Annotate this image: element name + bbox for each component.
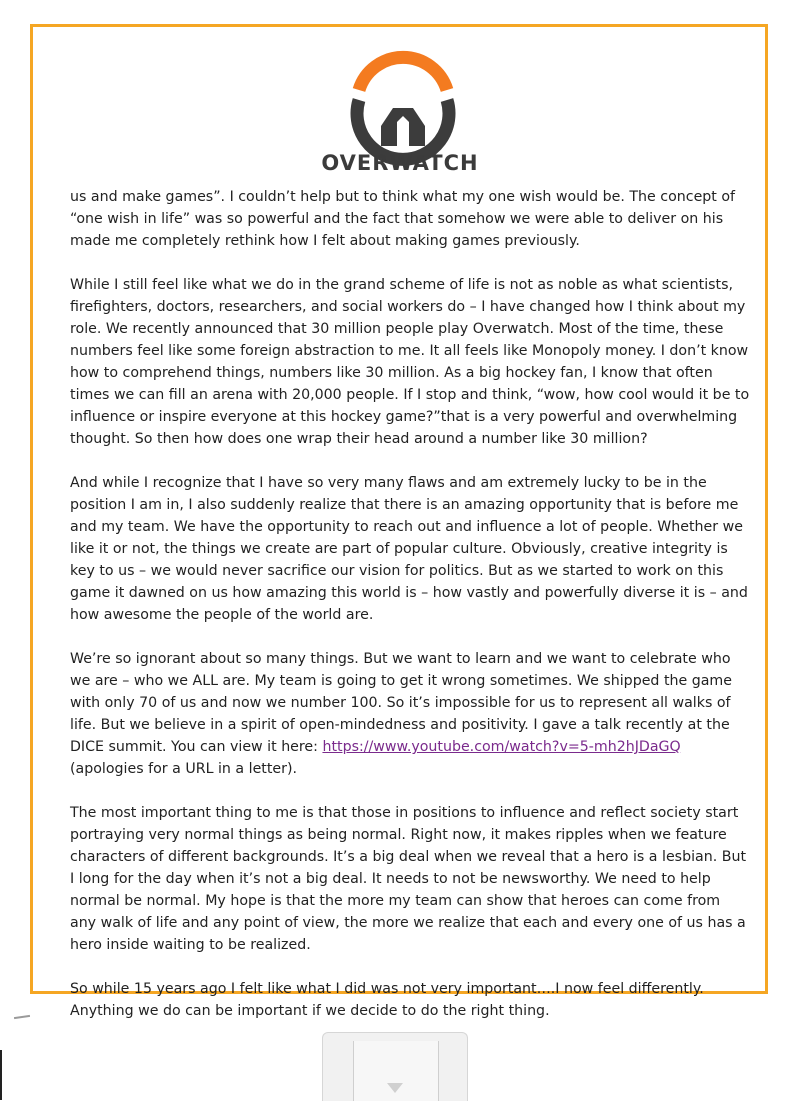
youtube-link[interactable]: https://www.youtube.com/watch?v=5-mh2hJDaGQ	[322, 739, 681, 755]
paragraph-6: So while 15 years ago I felt like what I did was not very important….I now feel differently. Anything we do can be important if we decide to do the right thing.	[70, 981, 704, 1019]
paragraph-5: The most important thing to me is that those in positions to influence and reflect society start portraying very normal things as being normal. Right now, it makes ripples when we feature characters of different backgrounds. It’s a big deal when we reveal that a hero is a lesbian. But I long for the day when it’s not a big deal. It needs to not be newsworthy. We need to help normal be normal. My hope is that the more my team can show that heroes can come from any walk of life and any point of view, the more we realize that each and every one of us has a hero inside waiting to be realized.	[70, 805, 747, 953]
letter-body	[70, 186, 750, 1044]
scan-edge-mark	[0, 1050, 2, 1100]
paragraph-1: us and make games”. I couldn’t help but to think what my one wish would be. The concept of “one wish in life” was so powerful and the fact that somehow we were able to deliver on his made me completely rethink how I felt about making games previously.	[70, 189, 736, 249]
paragraph-4	[70, 648, 750, 780]
scan-speck	[14, 1015, 30, 1019]
overwatch-wordmark: OVERWATCH	[321, 151, 479, 175]
scanner-lid-shadow	[322, 1032, 468, 1101]
paragraph-4-text-after: (apologies for a URL in a letter).	[70, 761, 298, 777]
paragraph-2: While I still feel like what we do in the grand scheme of life is not as noble as what scientists, firefighters, doctors, researchers, and social workers do – I have changed how I think about my role. We recently announced that 30 million people play Overwatch. Most of the time, these numbers feel like some foreign abstraction to me. It all feels like Monopoly money. I don’t know how to comprehend things, numbers like 30 million. As a big hockey fan, I know that often times we can fill an arena with 20,000 people. If I stop and think, “wow, how cool would it be to influence or inspire everyone at this hockey game?”that is a very powerful and overwhelming thought. So then how does one wrap their head around a number like 30 million?	[70, 277, 750, 447]
paragraph-3: And while I recognize that I have so very many flaws and am extremely lucky to be in the position I am in, I also suddenly realize that there is an amazing opportunity that is before me and my team. We have the opportunity to reach out and influence a lot of people. Whether we like it or not, the things we create are part of popular culture. Obviously, creative integrity is key to us – we would never sacrifice our vision for politics. But as we started to work on this game it dawned on us how amazing this world is – how vastly and powerfully diverse it is – and how awesome the people of the world are.	[70, 475, 748, 623]
scanner-arrow-icon	[387, 1083, 403, 1093]
paragraph-4-text-before: We’re so ignorant about so many things. But we want to learn and we want to celebrate who we are – who we ALL are. My team is going to get it wrong sometimes. We shipped the game with only 70 of us and now we number 100. So it’s impossible for us to represent all walks of life. But we believe in a spirit of open-mindedness and positivity. I gave a talk recently at the DICE summit. You can view it here:	[70, 651, 732, 755]
